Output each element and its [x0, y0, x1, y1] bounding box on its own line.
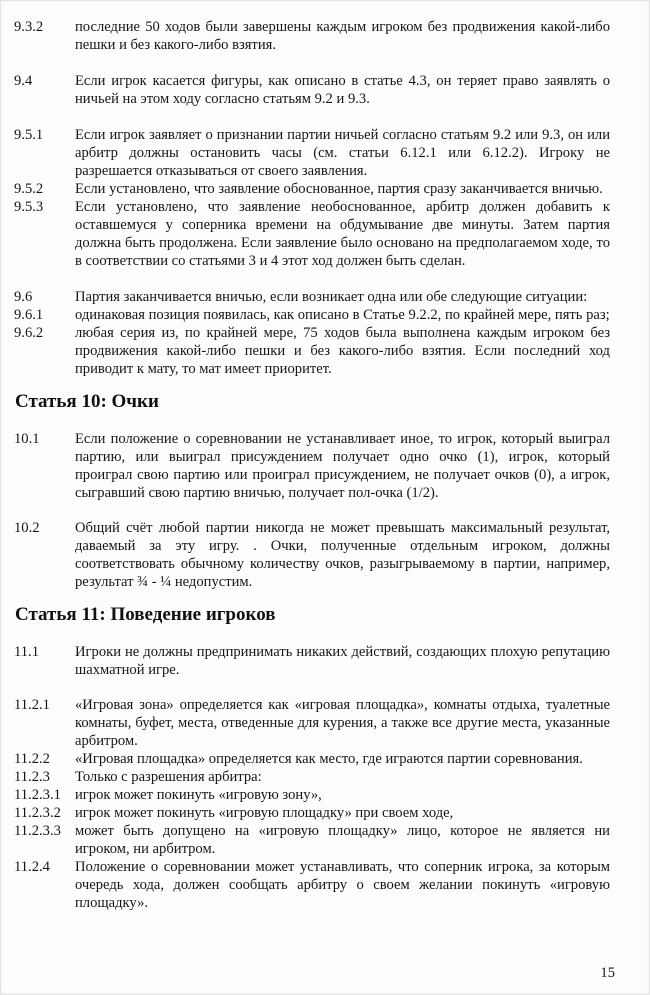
- rule-text: Если установлено, что заявление обоснованное, партия сразу заканчивается вничью.: [75, 181, 603, 197]
- rule-11-2-3: [14, 768, 610, 786]
- rule-text: Общий счёт любой партии никогда не может превышать максимальный результат, даваемый за эту игру. . Очки, полученные отдельным игроком, должны соответствовать обычному количеству очков, разыгрываемому в партии, например, результат ¾ - ¼ недопустим.: [75, 520, 610, 590]
- rule-11-2-2: [14, 750, 610, 768]
- rule-text: Только с разрешения арбитра:: [75, 769, 262, 785]
- rule-9-4: [14, 72, 610, 108]
- rule-number: 9.6.1: [14, 307, 44, 323]
- rule-text: игрок может покинуть «игровую площадку» при своем ходе,: [75, 805, 454, 821]
- rule-number: 11.2.3.3: [14, 823, 61, 839]
- rule-number: 10.2: [14, 520, 40, 536]
- rule-10-1: [14, 430, 610, 502]
- rule-text: Если игрок заявляет о признании партии ничьей согласно статьям 9.2 или 9.3, он или арбитр должны остановить часы (см. статьи 6.12.1 или 6.12.2). Игроку не разрешается отказываться от своего заявления.: [75, 127, 610, 179]
- rule-9-5-3: [14, 198, 610, 270]
- rule-text: может быть допущено на «игровую площадку» лицо, которое не является ни игроком, ни арбитром.: [75, 823, 610, 857]
- rule-text: Если игрок касается фигуры, как описано в статье 4.3, он теряет право заявлять о ничьей на этом ходу согласно статьям 9.2 и 9.3.: [75, 73, 610, 107]
- rule-number: 11.2.4: [14, 859, 50, 875]
- rule-number: 11.2.3.2: [14, 805, 61, 821]
- rule-number: 9.5.1: [14, 127, 44, 143]
- rule-text: последние 50 ходов были завершены каждым игроком без продвижения какой-либо пешки и без какого-либо взятия.: [75, 19, 610, 53]
- rule-number: 9.5.2: [14, 181, 44, 197]
- article-11-heading: Статья 11: Поведение игроков: [15, 604, 276, 625]
- rule-text: Партия заканчивается вничью, если возникает одна или обе следующие ситуации:: [75, 289, 588, 305]
- page-number: 15: [600, 965, 615, 981]
- rule-9-3-2: [14, 18, 610, 54]
- rule-text: «Игровая площадка» определяется как место, где играются партии соревнования.: [75, 751, 583, 767]
- rule-number: 9.6.2: [14, 325, 44, 341]
- rule-number: 10.1: [14, 431, 40, 447]
- rule-text: Игроки не должны предпринимать никаких действий, создающих плохую репутацию шахматной игре.: [75, 644, 610, 678]
- rule-9-6: [14, 288, 610, 306]
- rule-number: 11.1: [14, 644, 39, 660]
- rule-9-5-2: [14, 180, 610, 198]
- rule-number: 11.2.3: [14, 769, 50, 785]
- rule-number: 11.2.2: [14, 751, 50, 767]
- rule-9-6-2: [14, 324, 610, 378]
- rule-number: 9.3.2: [14, 19, 44, 35]
- rule-number: 9.6: [14, 289, 33, 305]
- rule-text: любая серия из, по крайней мере, 75 ходов была выполнена каждым игроком без продвижения какой-либо пешки и без какого-либо взятия. Если последний ход приводит к мату, то мат имеет приоритет.: [75, 325, 610, 377]
- rule-text: Если положение о соревновании не устанавливает иное, то игрок, который выиграл партию, или выиграл присуждением получает одно очко (1), игрок, который проиграл свою партию или проиграл присуждением, не получает очков (0), а игрок, сыгравший свою партию вничью, получает пол-очка (1/2).: [75, 431, 610, 501]
- rule-11-2-3-1: [14, 786, 610, 804]
- rule-11-2-4: [14, 858, 610, 912]
- rule-number: 11.2.1: [14, 697, 50, 713]
- rule-number: 9.4: [14, 73, 33, 89]
- rule-11-2-3-3: [14, 822, 610, 858]
- article-10-heading: Статья 10: Очки: [15, 391, 159, 412]
- rule-text: «Игровая зона» определяется как «игровая площадка», комнаты отдыха, туалетные комнаты, буфет, места, отведенные для курения, а также все другие места, указанные арбитром.: [75, 697, 610, 749]
- rule-9-6-1: [14, 306, 610, 324]
- rule-text: игрок может покинуть «игровую зону»,: [75, 787, 322, 803]
- rule-number: 9.5.3: [14, 199, 44, 215]
- rule-11-2-3-2: [14, 804, 610, 822]
- rule-number: 11.2.3.1: [14, 787, 61, 803]
- rule-text: одинаковая позиция появилась, как описано в Статье 9.2.2, по крайней мере, пять раз;: [75, 307, 610, 323]
- rule-11-1: [14, 643, 610, 679]
- rule-11-2-1: [14, 696, 610, 750]
- rule-text: Положение о соревновании может устанавливать, что соперник игрока, за которым очередь хода, должен сообщать арбитру о своем желании покинуть «игровую площадку».: [75, 859, 610, 911]
- rule-10-2: [14, 519, 610, 591]
- rule-text: Если установлено, что заявление необоснованное, арбитр должен добавить к оставшемуся у соперника времени на обдумывание две минуты. Затем партия должна быть продолжена. Если заявление было основано на предполагаемом ходе, то в соответствии со статьями 3 и 4 этот ход должен быть сделан.: [75, 199, 610, 269]
- rule-9-5-1: [14, 126, 610, 180]
